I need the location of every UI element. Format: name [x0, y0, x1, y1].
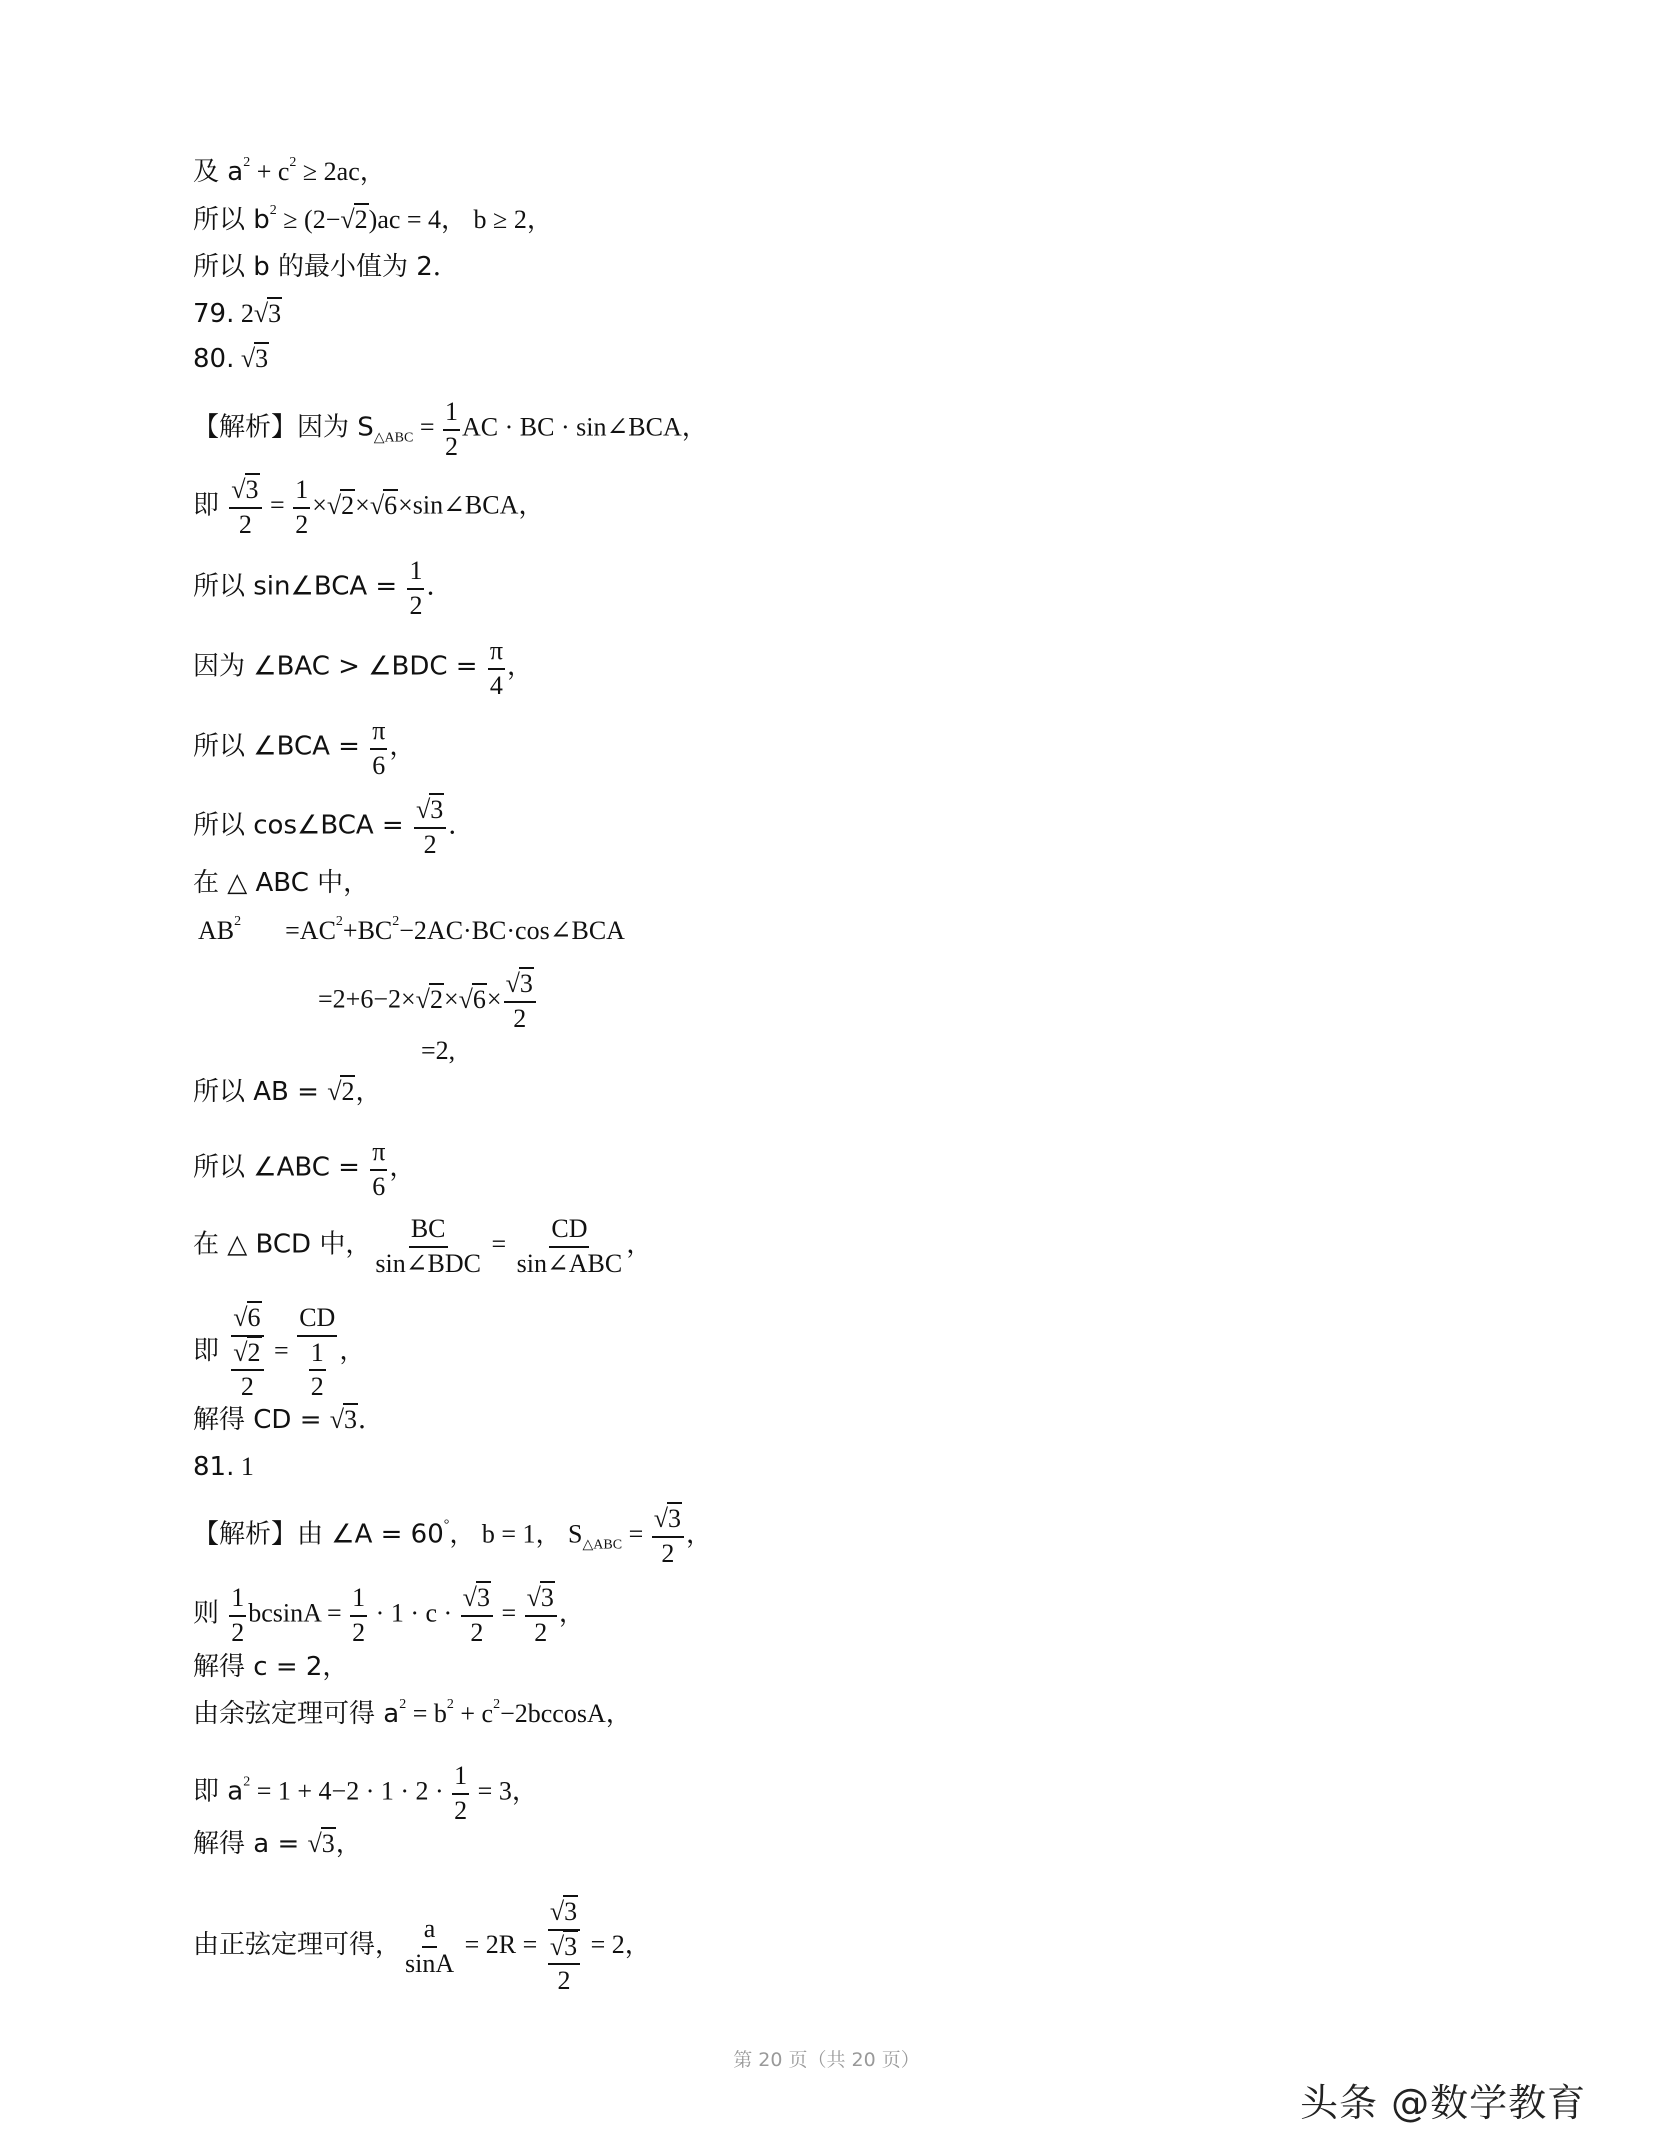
fraction: $\frac{1}{2}$: [454, 1761, 468, 1825]
fraction: $\frac{1}{2}$: [231, 1583, 245, 1647]
fraction: $\frac{\pi}{6}$: [372, 716, 386, 780]
line-2: 所以 $b^2 \ge (2-√2)ac = 4$， b ≥ 2，: [193, 203, 553, 235]
line-17: 所以 ∠ABC = $\frac{\pi}{6}$ ，: [193, 1137, 416, 1201]
answer-79: 79. 2√3: [193, 299, 282, 329]
watermark: 头条 @数学教育: [1300, 2081, 1587, 2125]
fraction: $\frac{√3}{2}$: [525, 1584, 557, 1647]
answer-81: 81. 1: [193, 1452, 254, 1482]
line-25: 由余弦定理可得 $a^2 = b^2 + c^2-2bccosA$，: [193, 1697, 632, 1729]
sqrt: √3: [253, 299, 282, 328]
fraction: $\frac{1}{2}$: [352, 1583, 366, 1647]
line-14: =2+6−2×√2×√6× $\frac{√3}{2}$: [318, 970, 538, 1033]
fraction: [546, 1898, 582, 1996]
line-20: 解得 CD = √3．: [193, 1405, 385, 1435]
sqrt: √3: [549, 1931, 578, 1961]
line-15: =2,: [421, 1036, 456, 1065]
line-8: 所以 sin∠BCA = $\frac{1}{2}$ ．: [193, 556, 453, 620]
fraction: $\frac{1}{2}$: [409, 556, 423, 620]
fraction: $\frac{BC}{\text{sin∠BDC}}$: [375, 1214, 481, 1278]
sqrt: √3: [231, 475, 259, 504]
sqrt: √3: [415, 795, 444, 824]
line-1: 及 $a^2 + c^2 \ge 2ac$，: [193, 155, 386, 187]
line-3: 所以 b 的最小值为 2．: [193, 252, 459, 282]
line-16: 所以 AB = √2，: [193, 1077, 382, 1107]
fraction: $\frac{CD}{\text{sin∠ABC}}$: [516, 1214, 623, 1278]
fraction: $\frac{CD}{\frac{1}{2}}$: [299, 1303, 336, 1402]
sqrt: √3: [549, 1897, 578, 1926]
line-24: 解得 c = 2，: [193, 1652, 349, 1682]
fraction: $\frac{√3}{2}$: [548, 1933, 580, 1996]
line-26: 即 $a^2 = 1 + 4-2 \cdot 1 \cdot 2$ · $\frac{1}{2}$ = 3，: [193, 1761, 538, 1825]
page-footer: 第 20 页（共 20 页）: [733, 2049, 920, 2071]
fraction: $\frac{1}{2}$: [295, 475, 309, 539]
line-13: $AB^2$ $=AC^2+BC^2-2AC\cdot BC\cdot\cos\angle BCA$: [198, 914, 625, 945]
fraction: $\frac{\pi}{4}$: [489, 636, 503, 700]
line-12: 在 △ ABC 中，: [193, 868, 370, 898]
sqrt: √6: [458, 984, 486, 1014]
sqrt: √2: [233, 1337, 261, 1367]
sqrt: √3: [653, 1504, 682, 1533]
fraction: [229, 1304, 265, 1402]
sqrt: √2: [326, 490, 355, 520]
line-23: 则 $\frac{1}{2}$ bcsinA = $\frac{1}{2}$ · 1 · c · $\frac{√3}{2}$ = $\frac{√3}{2}$ ，: [193, 1583, 585, 1647]
line-22: 【解析】由 ∠A = 60°， b = 1， $S_{\triangle ABC}$ = $\frac{√3}{2}$ ，: [193, 1504, 713, 1568]
fraction: $\frac{a}{\sin A}$: [405, 1914, 455, 1978]
line-28: 由正弦定理可得， $\frac{a}{\sin A}$ = 2R = $\frac{√3}{\frac{√3}{2}}$ = 2，: [193, 1897, 651, 1996]
line-10: 所以 ∠BCA = $\frac{\pi}{6}$ ，: [193, 716, 416, 780]
sqrt: √3: [329, 1405, 358, 1434]
line-27: 解得 a = √3，: [193, 1829, 362, 1859]
sqrt: √6: [369, 490, 398, 520]
fraction: $\frac{√3}{2}$: [229, 476, 261, 539]
line-11: 所以 cos∠BCA = $\frac{√3}{2}$ ．: [193, 795, 475, 859]
line-18: 在 △ BCD 中， $\frac{BC}{\text{sin∠BDC}}$ = $\frac{CD}{\text{sin∠ABC}}$ ，: [193, 1214, 653, 1278]
line-7: 即 $\frac{√3}{2}$ = $\frac{1}{2}$ ×√2×√6×sin∠BCA，: [193, 475, 545, 539]
fraction: $\frac{1}{2}$: [310, 1337, 324, 1402]
line-9: 因为 ∠BAC > ∠BDC = $\frac{\pi}{4}$ ，: [193, 636, 533, 700]
fraction: $\frac{√2}{2}$: [231, 1339, 263, 1402]
sqrt: √2: [327, 1077, 355, 1106]
sqrt: √3: [526, 1583, 554, 1612]
line-19: 即 $\frac{√6}{\frac{√2}{2}}$ = $\frac{CD}{\frac{1}{2}}$ ，: [193, 1303, 366, 1402]
fraction: $\frac{√3}{2}$: [461, 1584, 493, 1647]
fraction: $\frac{√3}{2}$: [414, 796, 446, 859]
line-6: 【解析】因为 $S_{\triangle ABC}$ = $\frac{1}{2}$ AC · BC · sin∠BCA，: [193, 397, 708, 461]
fraction: $\frac{1}{2}$: [445, 397, 459, 461]
sqrt: √3: [505, 969, 533, 998]
sqrt: √3: [307, 1829, 335, 1858]
sqrt: √2: [415, 984, 443, 1014]
sqrt: √2: [340, 205, 368, 234]
answer-80: 80. √3: [193, 344, 269, 374]
sqrt: √3: [240, 344, 269, 373]
fraction: $\frac{√3}{2}$: [504, 970, 536, 1033]
fraction: $\frac{\pi}{6}$: [372, 1137, 386, 1201]
fraction: $\frac{√3}{2}$: [652, 1505, 684, 1568]
sqrt: √6: [233, 1303, 261, 1332]
sqrt: √3: [462, 1583, 490, 1612]
